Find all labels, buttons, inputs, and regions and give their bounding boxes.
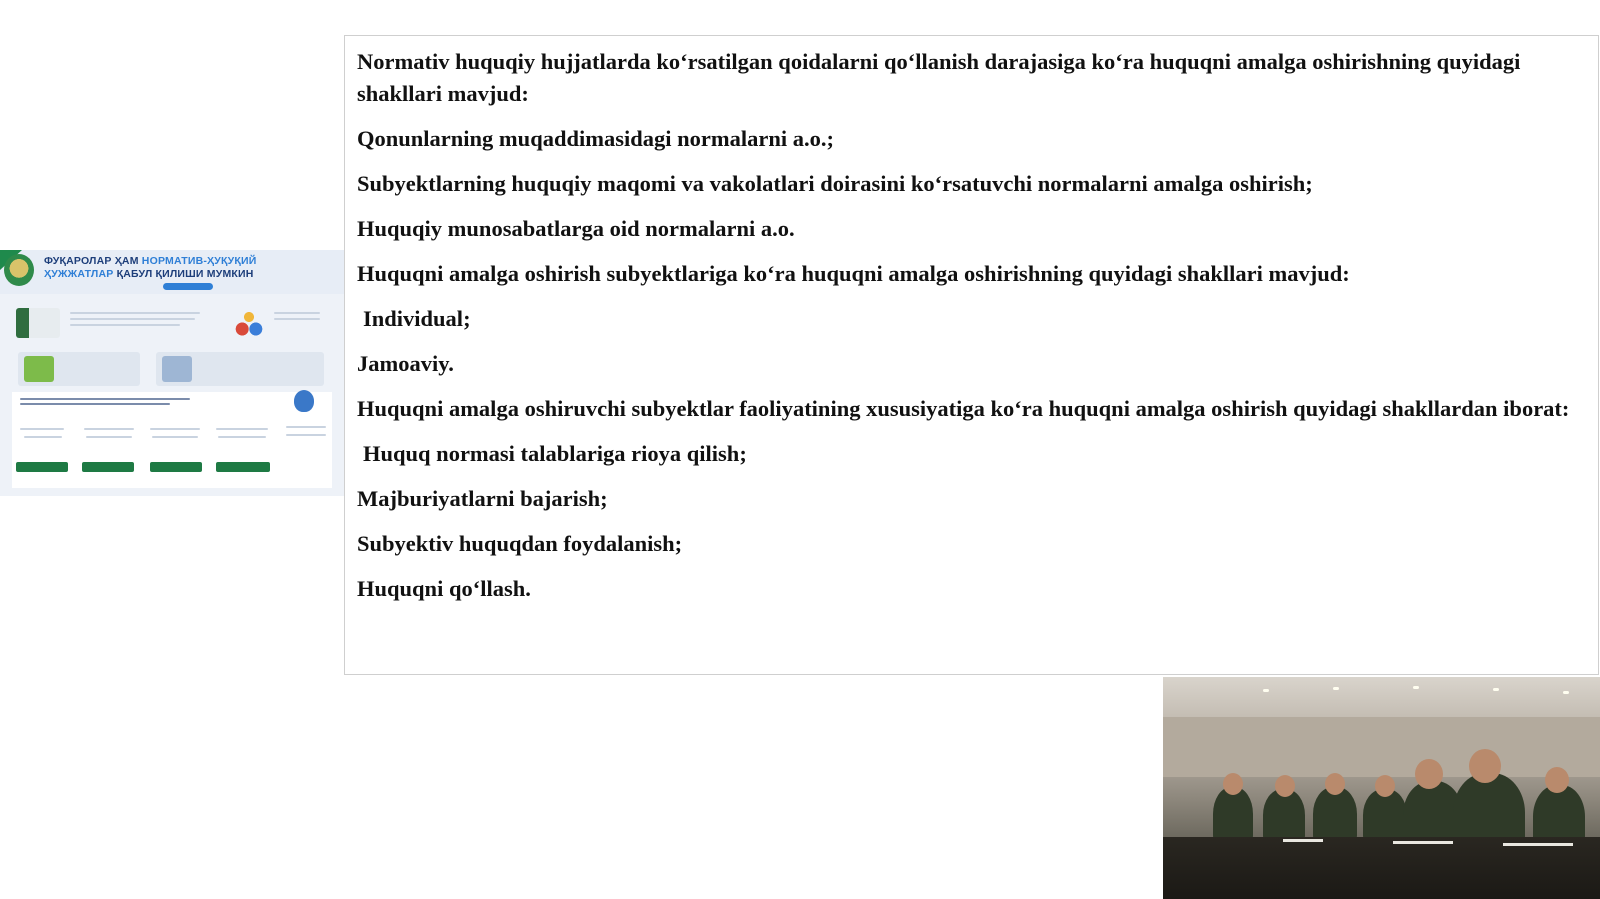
infographic-text-line	[152, 436, 198, 438]
infographic-text-line	[274, 318, 320, 320]
chat-icon	[162, 356, 192, 382]
slide-paragraph-10: Majburiyatlarni bajarish;	[357, 486, 608, 511]
infographic-thumbnail	[0, 250, 344, 496]
slide-paragraph-4: Huquqiy munosabatlarga oid normalarni a.o.	[357, 216, 795, 241]
infographic-title-prefix: ФУҚАРОЛАР ҲАМ	[44, 255, 139, 267]
infographic-text-line	[150, 428, 200, 430]
slide-paragraph-7: Jamoaviy.	[357, 351, 454, 376]
slide-text-box	[344, 35, 1599, 675]
attendee-head	[1469, 749, 1501, 783]
infographic-step-button	[16, 462, 68, 472]
slide-paragraph-5: Huquqni amalga oshirish subyektlariga koʻra huquqni amalga oshirishning quyidagi shakllari mavjud:	[357, 261, 1350, 286]
slide-paragraph-9: Huquq normasi talablariga rioya qilish;	[363, 441, 747, 466]
table-paper	[1283, 839, 1323, 842]
attendee-head	[1223, 773, 1243, 795]
infographic-text-line	[20, 398, 190, 400]
ceiling-light	[1413, 686, 1419, 689]
infographic-text-line	[286, 434, 326, 436]
slide-paragraph-12: Huquqni qoʻllash.	[357, 576, 531, 601]
infographic-title-highlight-2: ҲУЖЖАТЛАР	[44, 268, 114, 280]
infographic-text-line	[24, 436, 62, 438]
infographic-date-pill	[163, 283, 213, 290]
slide-paragraph-1: Normativ huquqiy hujjatlarda koʻrsatilgan qoidalarni qoʻllanish darajasiga koʻra huquqni amalga oshirishning quyidagi shakllari mavjud:	[357, 49, 1521, 106]
map-icon	[24, 356, 54, 382]
infographic-title-highlight: НОРМАТИВ-ҲУҚУҚИЙ	[141, 255, 257, 267]
table-paper	[1503, 843, 1573, 846]
attendee-head	[1325, 773, 1345, 795]
attendee-head	[1415, 759, 1443, 789]
infographic-text-line	[70, 324, 180, 326]
attendee-head	[1375, 775, 1395, 797]
slide-paragraph-2: Qonunlarning muqaddimasidagi normalarni a.o.;	[357, 126, 834, 151]
slide-paragraph-6: Individual;	[363, 306, 471, 331]
infographic-text-line	[84, 428, 134, 430]
infographic-steps-panel	[12, 392, 332, 488]
slide-paragraph-3: Subyektlarning huquqiy maqomi va vakolatlari doirasini koʻrsatuvchi normalarni amalga oshirish;	[357, 171, 1313, 196]
infographic-step-button	[216, 462, 270, 472]
infographic-text-line	[286, 426, 326, 428]
infographic-title-suffix: ҚАБУЛ ҚИЛИШИ МУМКИН	[116, 268, 254, 280]
emblem-icon	[4, 254, 34, 286]
people-icon	[232, 308, 266, 338]
camera-ceiling	[1163, 677, 1600, 717]
infographic-step-button	[82, 462, 134, 472]
video-feed-icon	[1163, 677, 1600, 899]
camera-wall	[1163, 717, 1600, 777]
infographic-title	[44, 255, 256, 281]
infographic-text-line	[70, 318, 195, 320]
ceiling-light	[1563, 691, 1569, 694]
infographic-text-line	[216, 428, 268, 430]
slide-paragraph-11: Subyektiv huquqdan foydalanish;	[357, 531, 683, 556]
ceiling-light	[1493, 688, 1499, 691]
slide-paragraph-8: Huquqni amalga oshiruvchi subyektlar faoliyatining xususiyatiga koʻra huquqni amalga oshirish quyidagi shakllardan iborat:	[357, 396, 1570, 421]
ceiling-light	[1333, 687, 1339, 690]
infographic-text-line	[70, 312, 200, 314]
attendee-head	[1545, 767, 1569, 793]
ceiling-light	[1263, 689, 1269, 692]
shield-icon	[294, 390, 314, 412]
infographic-text-line	[20, 428, 64, 430]
slide-content	[357, 46, 1578, 618]
table-paper	[1393, 841, 1453, 844]
infographic-step-button	[150, 462, 202, 472]
infographic-text-line	[86, 436, 132, 438]
infographic-text-line	[20, 403, 170, 405]
attendee-head	[1275, 775, 1295, 797]
conference-table	[1163, 837, 1600, 899]
infographic-text-line	[218, 436, 266, 438]
building-icon	[16, 308, 60, 338]
infographic-text-line	[274, 312, 320, 314]
